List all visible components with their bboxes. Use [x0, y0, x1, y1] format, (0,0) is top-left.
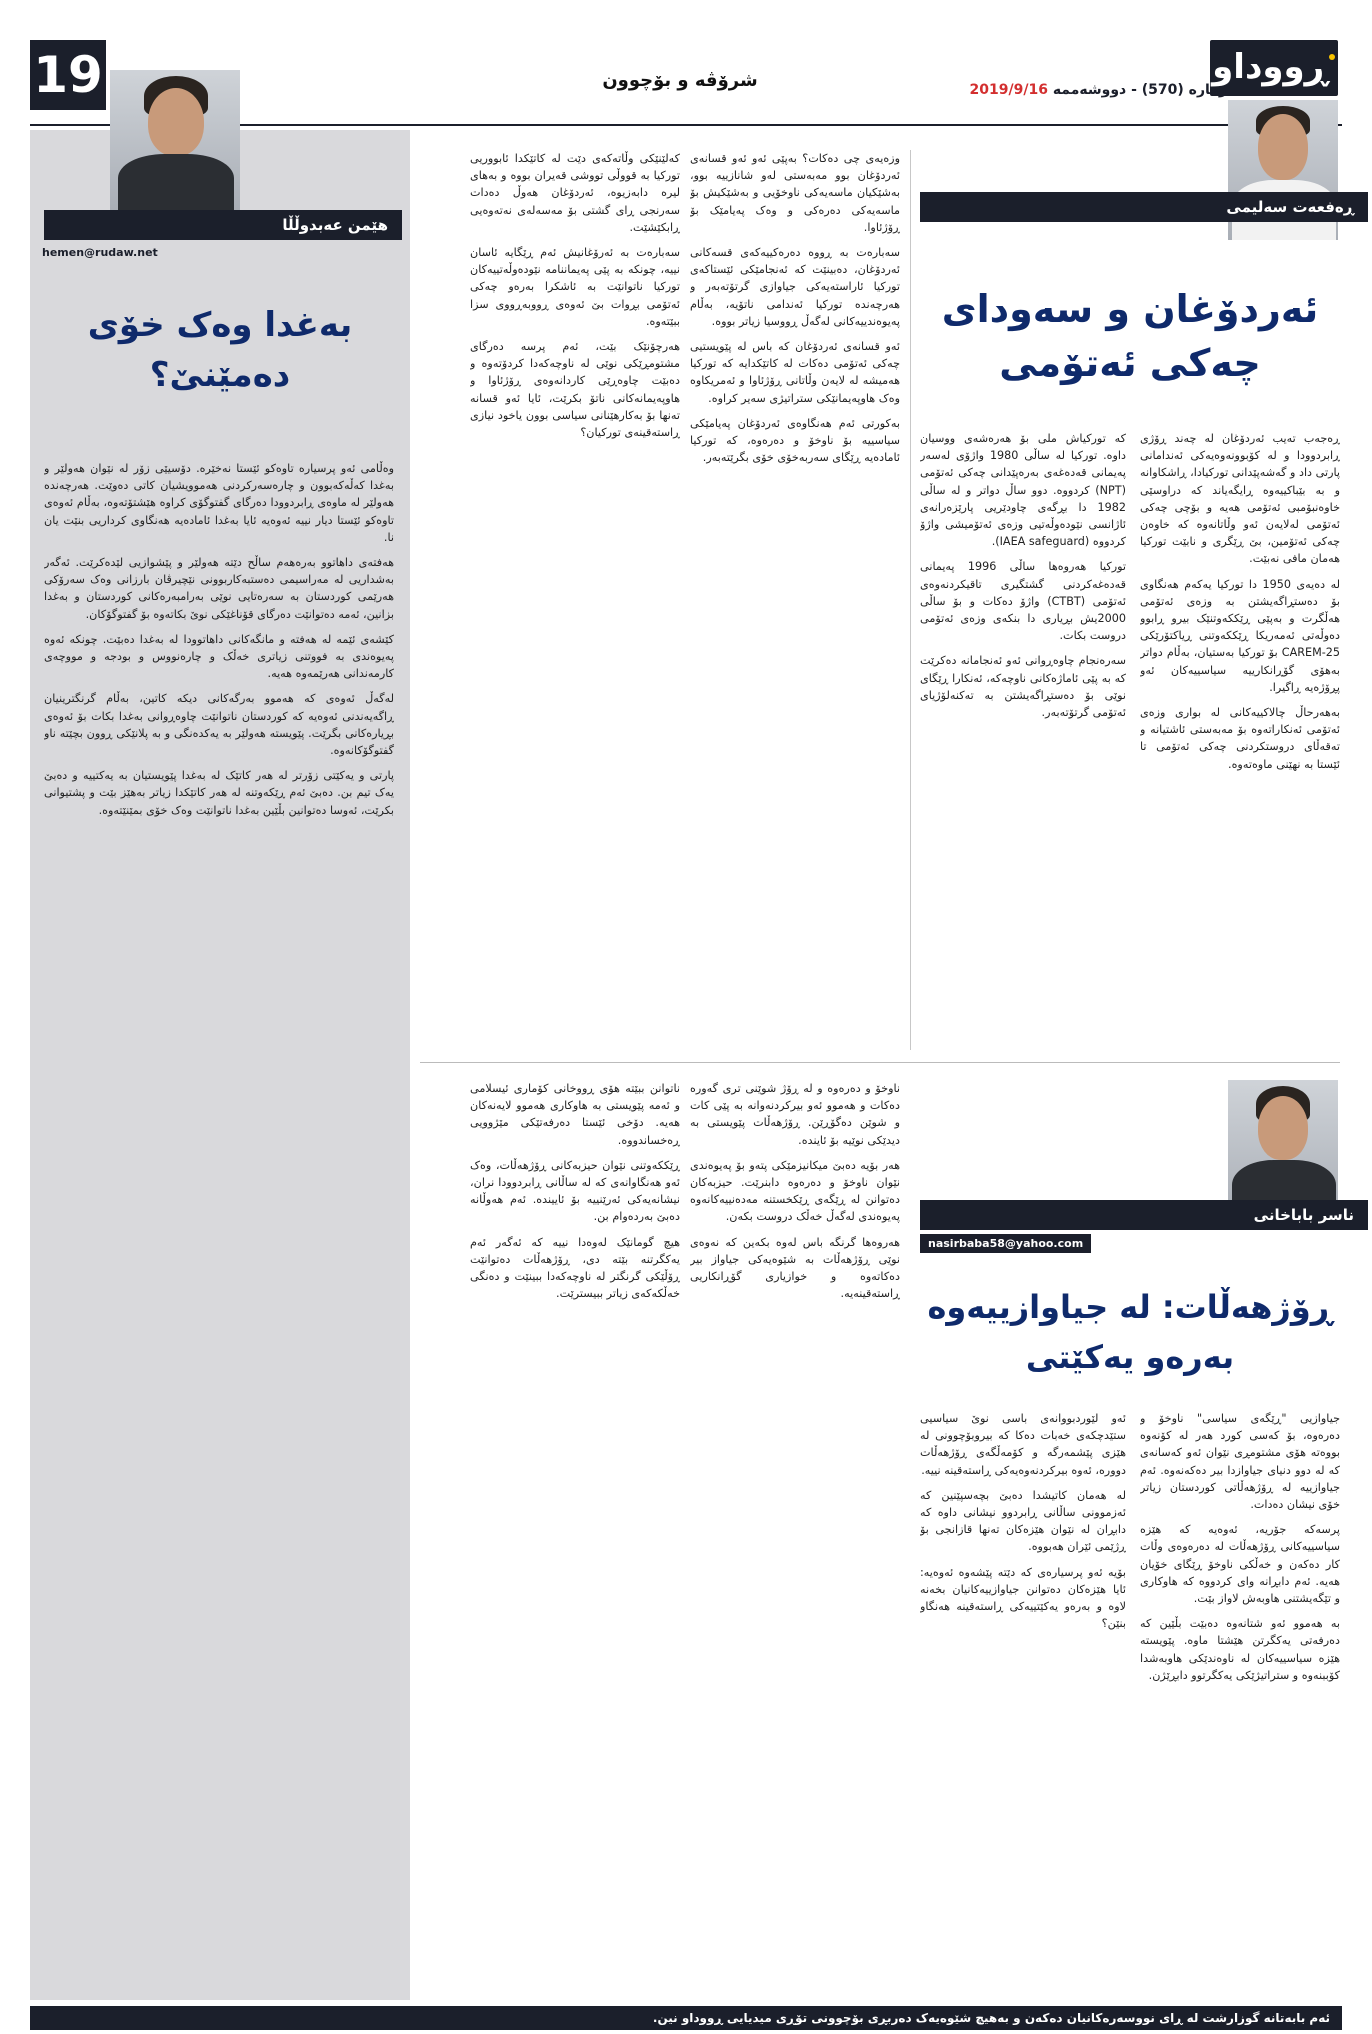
author-namebar-refet: [920, 192, 1368, 222]
bottom-right-column-4: [470, 1080, 680, 1990]
top-middle-column-1: [690, 150, 900, 1050]
author-photo-hemen: [110, 70, 240, 210]
paragraph: سەبارەت بە ڕووە دەرەکییەکەی قسەکانی ئەردۆغان، دەبینێت کە ئەنجامێکی ئێستاکەی تورکیا ئاراستەیەکی جیاوازی گرتۆتەبەر و هەرچەندە تورکیا ئەندامی ناتۆیە، بەڵام پەیوەندییەکانی لەگەڵ ڕووسیا زیاتر بووە.: [690, 246, 900, 328]
paragraph: هیچ گومانێک لەوەدا نییە کە ئەگەر ئەم یەکگرتنە بێتە دی، ڕۆژهەڵات دەتوانێت ڕۆڵێکی گرنگتر لە ناوچەکەدا ببینێت و دەنگی خەڵکەکەی زیاتر ببیسترێت.: [470, 1235, 680, 1301]
sidebar-headline: [50, 300, 390, 400]
author-photo-naser: [1228, 1080, 1338, 1220]
paragraph: ئەو لێوردبووانەی باسی نوێ سیاسیی ستێدچکەی خەبات دەکا کە بیروبۆچوونی لە هێزی پێشمەرگە و کۆمەڵگەی ڕۆژهەڵات دوورە، ئەوە بیرکردنەوەیەکی ڕاستەقینە نییە.: [920, 1412, 1126, 1477]
issue-info: [970, 82, 1227, 98]
paragraph: لە دەیەی 1950 دا تورکیا یەکەم هەنگاوی بۆ دەستڕاگەیشتن بە وزەی ئەتۆمی هەڵگرت و بەپێی ڕێککەوتنێک بیرو ڕابوو دەوڵەتی ئەمەریکا ڕێککەوتنی ڕیاکتۆرێکی CAREM-25 بۆ تورکیا بەستیان، بەڵام دواتر بەهۆی گۆڕانکارییە سیاسییەکان ئەو پڕۆژەیە ڕاگیرا.: [1140, 577, 1340, 694]
headline-line1: ئەردۆغان و سەودای: [941, 287, 1319, 331]
author-name: ناسر باباخانی: [1253, 1206, 1354, 1224]
paragraph: ئەو قسانەی ئەردۆغان کە باس لە پێویستیی چەکی ئەتۆمی دەکات لە کاتێکدایە کە تورکیا هەمیشە لە لایەن وڵاتانی ڕۆژئاوا و ئەمریکاوە وەک هاوپەیمانێکی ستراتیژی سەیر کراوە.: [690, 340, 900, 405]
column-divider: [910, 150, 911, 1050]
paragraph: وزەیەی چی دەکات؟ بەپێی ئەو ئەو قسانەی ئەردۆغان بوو مەبەستی لەو شانازییە بوو، بەشێکیان ماسەیەکی ناوخۆیی و بەشێکیش بۆ ماسەیەکی دەرەکی و وەک پەیامێک بۆ ڕۆژئاوا.: [690, 152, 900, 234]
author-name: ڕەفعەت سەلیمی: [1226, 198, 1354, 216]
paragraph: هەرچۆنێک بێت، ئەم پرسە دەرگای مشتومڕێکی نوێی لە ناوچەکەدا کردۆتەوە و دەبێت چاوەڕێی کاردانەوەی ڕۆژئاوا و هاوپەیمانەکانی ناتۆ بکرێت، ئایا ئەو قسانە تەنها بۆ بەکارهێنانی سیاسی بوون یاخود نیازی ڕاستەقینەی تورکیان؟: [470, 340, 680, 440]
headline-line1: ڕۆژهەڵات: لە جیاوازییەوە: [927, 1288, 1333, 1326]
footer-disclaimer: ئەم بابەتانە گوزارشت لە ڕای نووسەرەکانیان دەکەن و بەهیچ شێوەیەک دەربڕی بۆچوونی تۆڕی میدیایی ڕووداو نین.: [30, 2006, 1342, 2030]
headline-line2: بەرەو یەکێتی: [1025, 1338, 1235, 1376]
paragraph: کەلێنێکی وڵاتەکەی دێت لە کاتێکدا ئابووریی تورکیا بە قووڵی تووشی قەیران بووە و بەهای لیرە دابەزیوە، ئەردۆغان هەوڵ دەدات سەرنجی ڕای گشتی بۆ مەسەلەی نەتەوەیی ڕابکێشێت.: [470, 152, 680, 234]
paragraph: بۆیە ئەو پرسیارەی کە دێتە پێشەوە ئەوەیە: ئایا هێزەکان دەتوانن جیاوازییەکانیان بخەنە لاوە و بەرەو یەکێتییەکی ڕاستەقینە هەنگاو بنێن؟: [920, 1565, 1126, 1631]
paragraph: وەڵامی ئەو پرسیارە تاوەکو ئێستا نەخێرە. دۆسیێی زۆر لە نێوان هەولێر و بەغدا کەڵەکەبوون و چارەسەرکردنی هەموویشیان کاتی دەوێت. هەرچەندە هەولێر لە ماوەی ڕابردوودا دەرگای گفتوگۆی کراوە هێشتۆتەوە، بەڵام ئەوەی تاوەکو ئێستا دیار نییە ئەوەیە ئایا بەغدا ئامادەیە هەنگاوی کرداریی بنێت یان نا.: [44, 462, 394, 544]
author-namebar-hemen: [44, 210, 402, 240]
author-namebar-naser: [920, 1200, 1368, 1230]
section-title: شرۆڤە و بۆچوون: [602, 70, 758, 91]
paragraph: پارتی و یەکێتی زۆرتر لە هەر کاتێک لە بەغدا پێویستیان بە یەکتییە و دەبێ یەک تیم بن. دەبێ ئەم ڕێکەوتنە لە هەر کاتێکدا زیاتر بەهێز بێت و پشتیوانی بکرێت، ئەوسا دەتوانین بڵێین بەغدا ناتوانێت وەک خۆی بمێنێتەوە.: [44, 769, 394, 817]
issue-number: ژمارە (570) - دووشەممە: [1052, 82, 1227, 98]
paragraph: کە تورکیاش ملی بۆ هەرەشەی ووسیان داوە. تورکیا لە ساڵی 1980 واژۆی لەسەر پەیمانی قەدەغەی بەرەپێدانی چەکی ئەتۆمی (NPT) کردووە. دوو ساڵ دواتر و لە ساڵی 1982 دا بڕگەی چاودێریی پارێزەرانەی ئاژانسی نێودەوڵەتیی وزەی ئەتۆمیشی واژۆ کردووە (IAEA safeguard).: [920, 432, 1126, 549]
paragraph: جیاوازیی "ڕێگەی سیاسی" ناوخۆ و دەرەوە، بۆ کەسی کورد هەر لە کۆنەوە بووەتە هۆی مشتومڕی نێوان ئەو کەسانەی کە لە دوو دنیای جیاوازدا بیر دەکەنەوە. ئەم جیاوازییە لە ڕۆژهەڵاتی کوردستان زیاتر خۆی نیشان دەدات.: [1140, 1412, 1340, 1512]
section-rule: [420, 1062, 1340, 1063]
paragraph: هەفتەی داهاتوو بەرەهەم ساڵح دێتە هەولێر و پێشوازیی لێدەکرێت. ئەگەر بەشداریی لە مەراسیمی دەستبەکاربوونی نێچیرڤان بارزانی وەک سەرۆکی هەرێمی کوردستان بە سەرەتایی نوێی بەرامبەرەکانی کوردستان و بەغدا بزانین، ئەمە دەتوانێت دەرگای قۆناغێکی نوێ بکاتەوە بۆ گفتوگۆکان.: [44, 556, 394, 621]
author-email[interactable]: nasirbaba58@yahoo.com: [920, 1234, 1091, 1253]
paragraph: ناتوانن ببێتە هۆی ڕووخانی کۆماری ئیسلامی و ئەمە پێویستی بە هاوکاری هەموو لایەنەکان هەیە. دۆخی ئێستا دەرفەتێکی مێژوویی ڕەخساندووە.: [470, 1082, 680, 1147]
paragraph: تورکیا هەروەها ساڵی 1996 پەیمانی قەدەغەکردنی گشتگیری تاقیکردنەوەی ئەتۆمی (CTBT) واژۆ دەکات و بۆ ساڵی 2000یش بڕیاری دا بنکەی وزەی ئەتۆمی دروست بکات.: [920, 560, 1126, 643]
bottom-right-column-1: [1140, 1410, 1340, 1990]
article-headline-bottom: [920, 1282, 1340, 1382]
bottom-right-column-3: [690, 1080, 900, 1990]
author-name: هێمن عەبدوڵڵا: [282, 216, 388, 234]
paragraph: ڕەجەب تەیب ئەردۆغان لە چەند ڕۆژی ڕابردوودا و لە کۆبوونەوەیەکی ئەندامانی پارتی داد و گەشەپێدانی تورکیادا، ڕاشکاوانە و بە بێباکییەوە ڕایگەیاند کە دراوسێی خاوەنبۆمبی ئەتۆمی هەیە و بۆچی چەکی ئەتۆمی لەلایەن ئەو وڵاتانەوە کە خاوەن چەکی ئەتۆمین، بێ ڕێگری و نابێت تورکیا هەمان مافی نەبێت.: [1140, 432, 1340, 566]
paragraph: ناوخۆ و دەرەوە و لە ڕۆژ شوێنی تری گەورە دەکات و هەموو ئەو بیرکردنەوانە بە پێی کات و شوێن دەگۆڕێن. ڕۆژهەڵات پێویستی بە دیدێکی نوێیە بۆ ئایندە.: [690, 1082, 900, 1147]
headline-line1: بەغدا وەک خۆی: [87, 305, 353, 345]
sidebar-body: [44, 460, 394, 1980]
paragraph: بەکورتی ئەم هەنگاوەی ئەردۆغان پەیامێکی سیاسییە بۆ ناوخۆ و دەرەوە، کە تورکیا ئامادەیە ڕێگای سەربەخۆی خۆی بگرێتەبەر.: [690, 416, 900, 465]
paragraph: لە هەمان کاتیشدا دەبێ بچەسپێنین کە ئەزموونی ساڵانی ڕابردوو نیشانی داوە کە دابڕان لە نێوان هێزەکان تەنها قازانجی بۆ ڕژێمی ئێران هەبووە.: [920, 1488, 1126, 1554]
headline-line2: دەمێنێ؟: [149, 355, 291, 395]
headline-line2: چەکی ئەتۆمی: [999, 341, 1261, 385]
paragraph: بە هەموو ئەو شتانەوە دەبێت بڵێین کە دەرفەتی یەکگرتن هێشتا ماوە. پێویستە هێزە سیاسییەکان لە ناوەندێکی هاوبەشدا کۆببنەوە و ستراتیژێکی یەکگرتوو دابڕێژن.: [1140, 1617, 1340, 1682]
paragraph: بەهەرحاڵ چالاکییەکانی لە بواری وزەی ئەتۆمی ئەنکاراتەوە بۆ مەبەستی ئاشتیانە و تەقەڵای دروستکردنی چەکی ئەتۆمی تا ئێستا بە نهێنی ماوەتەوە.: [1140, 706, 1340, 771]
paragraph: سەرەنجام چاوەڕوانی ئەو ئەنجامانە دەکرێت کە بە پێی ئاماژەکانی ناوچەکە، ئەنکارا ڕێگای نوێی بۆ دەستڕاگەیشتن بە تەکنەلۆژیای ئەتۆمی گرتۆتەبەر.: [920, 654, 1126, 720]
paragraph: سەبارەت بە ئەرۆغانیش ئەم ڕێگایە ئاسان نییە، چونکە بە پێی پەیماننامە نێودەوڵەتییەکان تورکیا ناتوانێت بە ئاشکرا بەرەو چەکی ئەتۆمی بڕوات بێ ئەوەی ڕووبەڕووی سزا ببێتەوە.: [470, 246, 680, 328]
rudaw-logo: [1210, 40, 1338, 96]
paragraph: هەر بۆیە دەبێ میکانیزمێکی پتەو بۆ پەیوەندی نێوان ناوخۆ و دەرەوە دابنرێت. حیزبەکان دەتوانن لە ڕێگەی ڕێکخستنە مەدەنییەکانەوە پەیوەندی لەگەڵ خەڵک دروست بکەن.: [690, 1158, 900, 1224]
article-headline-top: [920, 282, 1340, 390]
top-right-column-2: [920, 430, 1126, 1050]
paragraph: لەگەڵ ئەوەی کە هەموو بەرگەکانی دیکە کاتین، بەڵام گرنگترینیان ڕاگەیەندنی ئەوەیە کە کوردستان ناتوانێت چاوەڕوانی بەغدا بکات بۆ ئەوەی بڕیارەکانی بگرێت. پێویستە هەولێر بە یەکدەنگی و بە پلانێکی ڕوون بچێتە ناو گفتوگۆکانەوە.: [44, 692, 394, 758]
issue-date: 2019/9/16: [969, 82, 1048, 98]
paragraph: ڕێککەوتنی نێوان حیزبەکانی ڕۆژهەڵات، وەک ئەو هەنگاوانەی کە لە ساڵانی ڕابردوودا نران، نیشانەیەکی ئەرێنییە بۆ ئاییندە. ئەم هەوڵانە دەبێ بەردەوام بن.: [470, 1158, 680, 1224]
top-middle-column-2: [470, 150, 680, 1050]
page-number: 19: [30, 40, 106, 110]
logo-text: ڕووداو: [1212, 47, 1328, 87]
paragraph: هەروەها گرنگە باس لەوە بکەین کە نەوەی نوێی ڕۆژهەڵات بە شێوەیەکی جیاواز بیر دەکاتەوە و خوازیاری گۆڕانکاریی ڕاستەقینەیە.: [690, 1235, 900, 1301]
paragraph: پرسەکە جۆریە، ئەوەیە کە هێزە سیاسییەکانی ڕۆژهەڵات لە دەرەوەی وڵات کار دەکەن و خەڵکی ناوخۆ ڕێگای خۆیان هەیە. ئەم دابڕانە وای کردووە کە هاوکاری و تێگەیشتنی هاوبەش لاواز بێت.: [1140, 1523, 1340, 1606]
top-right-column-1: [1140, 430, 1340, 1050]
author-email[interactable]: hemen@rudaw.net: [42, 246, 158, 259]
paragraph: کێشەی ئێمە لە هەفتە و مانگەکانی داهاتوودا لە بەغدا دەبێت. چونکە ئەوە پەیوەندی بە فووتنی زیاتری خەڵک و چارەنووس و بودجە و مووچەی کارمەندانی هەرێمەوە هەیە.: [44, 632, 394, 681]
bottom-right-column-2: [920, 1410, 1126, 1990]
